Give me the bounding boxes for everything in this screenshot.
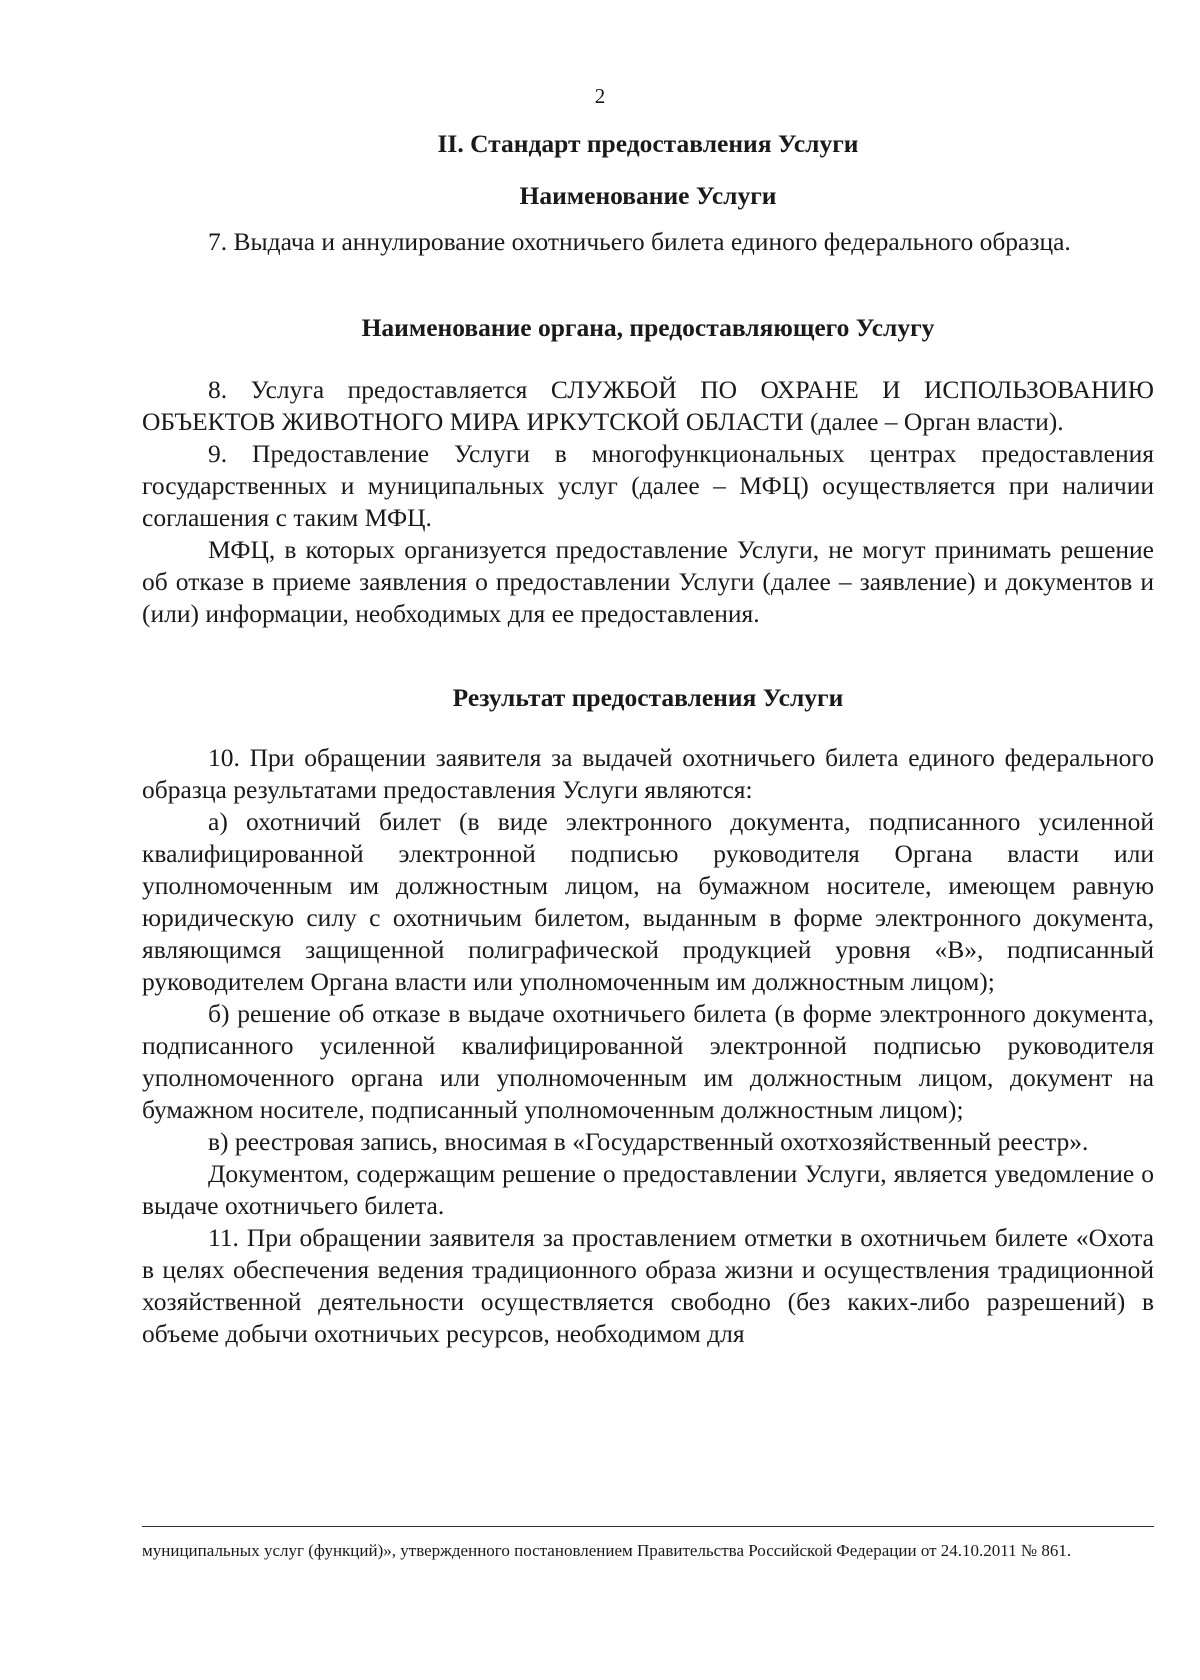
paragraph-10: 10. При обращении заявителя за выдачей охотничьего билета единого федерального образца результатами предоставления Услуги являются: [142, 743, 1154, 804]
heading-result: Результат предоставления Услуги [452, 683, 844, 712]
paragraph-7: 7. Выдача и аннулирование охотничьего билета единого федерального образца. [208, 227, 1071, 256]
heading-service-name: Наименование Услуги [519, 181, 777, 210]
paragraph-10-b: б) решение об отказе в выдаче охотничьего билета (в форме электронного документа, подписанного усиленной квалифицированной электронной подписью руководителя уполномоченного органа или уполномоченным им должностным лицом, документ на бумажном носителе, подписанный уполномоченным должностным лицом); [142, 999, 1154, 1124]
footnote: муниципальных услуг (функций)», утвержденного постановлением Правительства Российской Федерации от 24.10.2011 № 861. [142, 1541, 1072, 1560]
paragraph-9-mfc: МФЦ, в которых организуется предоставление Услуги, не могут принимать решение об отказе в приеме заявления о предоставлении Услуги (далее – заявление) и документов и (или) информации, необходимых для ее предоставления. [142, 535, 1154, 628]
footnote-divider [142, 1526, 1154, 1527]
page-body [142, 128, 1154, 1350]
page-number: 2 [594, 84, 606, 108]
section-title: II. Стандарт предоставления Услуги [437, 129, 859, 158]
paragraph-10-v: в) реестровая запись, вносимая в «Государственный охотхозяйственный реестр». [208, 1127, 1089, 1156]
paragraph-11: 11. При обращении заявителя за проставлением отметки в охотничьем билете «Охота в целях обеспечения ведения традиционного образа жизни и осуществления традиционной хозяйственной деятельности осуществляется свободно (без каких-либо разрешений) в объеме добычи охотничьих ресурсов, необходимом для [142, 1223, 1154, 1348]
paragraph-8: 8. Услуга предоставляется СЛУЖБОЙ ПО ОХРАНЕ И ИСПОЛЬЗОВАНИЮ ОБЪЕКТОВ ЖИВОТНОГО МИРА ИРКУТСКОЙ ОБЛАСТИ (далее – Орган власти). [142, 375, 1154, 436]
heading-authority-name: Наименование органа, предоставляющего Услугу [361, 313, 935, 342]
paragraph-9: 9. Предоставление Услуги в многофункциональных центрах предоставления государственных и муниципальных услуг (далее – МФЦ) осуществляется при наличии соглашения с таким МФЦ. [142, 439, 1154, 532]
paragraph-10-a: а) охотничий билет (в виде электронного документа, подписанного усиленной квалифицированной электронной подписью руководителя Органа власти или уполномоченным им должностным лицом, на бумажном носителе, имеющем равную юридическую силу с охотничьим билетом, выданным в форме электронного документа, являющимся защищенной полиграфической продукцией уровня «В», подписанный руководителем Органа власти или уполномоченным им должностным лицом); [142, 807, 1154, 996]
paragraph-10-document: Документом, содержащим решение о предоставлении Услуги, является уведомление о выдаче охотничьего билета. [142, 1159, 1154, 1220]
